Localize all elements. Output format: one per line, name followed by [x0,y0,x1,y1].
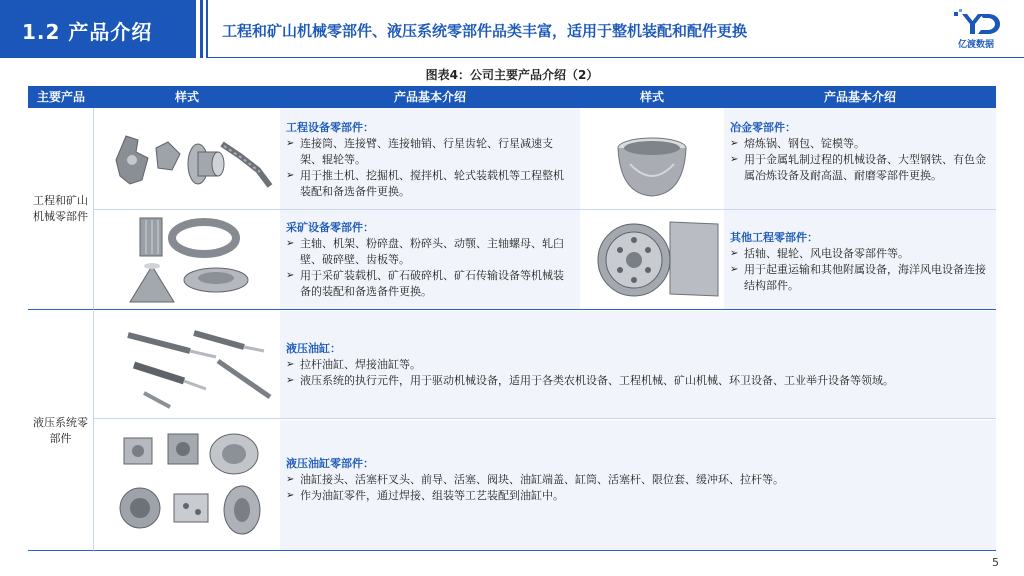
engineering-parts-image [94,108,280,209]
bullet-item: ➢ 熔炼锅、钢包、锭模等。 [730,136,990,152]
metallurgy-parts-image [580,108,724,209]
table-row [94,311,996,419]
bullet-item: ➢ 主轴、机架、粉碎盘、粉碎头、动颚、主轴螺母、轧臼壁、破碎壁、齿板等。 [286,236,574,268]
product-category-title: 采矿设备零部件： [286,221,374,234]
table-header [28,86,996,108]
category-cell: 工程和矿山机械零部件 [28,108,94,310]
column-header: 样式 [174,90,199,104]
product-category-title: 液压油缸零部件： [286,457,374,470]
table-row [94,420,996,551]
table-row [94,210,996,310]
product-category-title: 液压油缸： [286,342,341,355]
product-description [280,210,580,309]
section-title: 1.2 产品介绍 [22,20,153,44]
product-description [280,420,996,550]
hydraulic-cylinder-image [94,311,280,418]
bullet-item: ➢ 拉杆油缸、焊接油缸等。 [286,357,990,373]
product-description [280,108,580,209]
logo-mark-icon [948,6,1004,38]
bullet-item: ➢ 连接筒、连接臂、连接轴销、行星齿轮、行星减速支架、辊轮等。 [286,136,574,168]
header-underline [206,57,1024,58]
product-description [280,311,996,418]
mining-parts-image [94,210,280,309]
bullet-item: ➢ 用于推土机、挖掘机、搅拌机、轮式装载机等工程整机装配和备选备件更换。 [286,168,574,200]
hydraulic-cylinder-parts-image [94,420,280,550]
product-category-title: 其他工程零部件： [730,231,818,244]
section-banner [0,0,196,58]
column-header: 主要产品 [36,90,85,104]
page-subtitle: 工程和矿山机械零部件、液压系统零部件品类丰富，适用于整机装配和配件更换 [222,22,748,40]
figure-caption: 图表4：公司主要产品介绍（2） [425,68,599,82]
bullet-item: ➢ 用于起重运输和其他附属设备，海洋风电设备连接结构部件。 [730,262,990,294]
column-header: 产品基本介绍 [823,90,896,104]
header-divider [206,0,208,58]
table-row [94,108,996,210]
header-divider [200,0,203,58]
product-table [28,86,996,552]
product-description [724,210,996,309]
bullet-item: ➢ 用于金属轧制过程的机械设备、大型钢铁、有色金属冶炼设备及耐高温、耐磨零部件更换。 [730,152,990,184]
bullet-item: ➢ 油缸接头、活塞杆叉头、前导、活塞、阀块、油缸端盖、缸筒、活塞杆、限位套、缓冲环、拉杆等。 [286,472,990,488]
page-header [0,0,1024,58]
product-category-title: 工程设备零部件： [286,121,374,134]
bullet-item: ➢ 括轴、辊轮、风电设备零部件等。 [730,246,990,262]
company-logo [948,6,1004,52]
column-header: 样式 [639,90,664,104]
product-description [724,108,996,209]
column-header: 产品基本介绍 [393,90,466,104]
bullet-item: ➢ 作为油缸零件，通过焊接、组装等工艺装配到油缸中。 [286,488,990,504]
bullet-item: ➢ 用于采矿装载机、矿石破碎机、矿石传输设备等机械装备的装配和备选备件更换。 [286,268,574,300]
logo-text: 亿渡数据 [957,40,994,50]
category-cell: 液压系统零部件 [28,311,94,551]
bullet-item: ➢ 液压系统的执行元件，用于驱动机械设备，适用于各类农机设备、工程机械、矿山机械、环卫设备、工业举升设备等领域。 [286,373,990,389]
product-category-title: 冶金零部件： [730,121,796,134]
other-parts-image [580,210,724,309]
page-number: 5 [992,556,999,569]
